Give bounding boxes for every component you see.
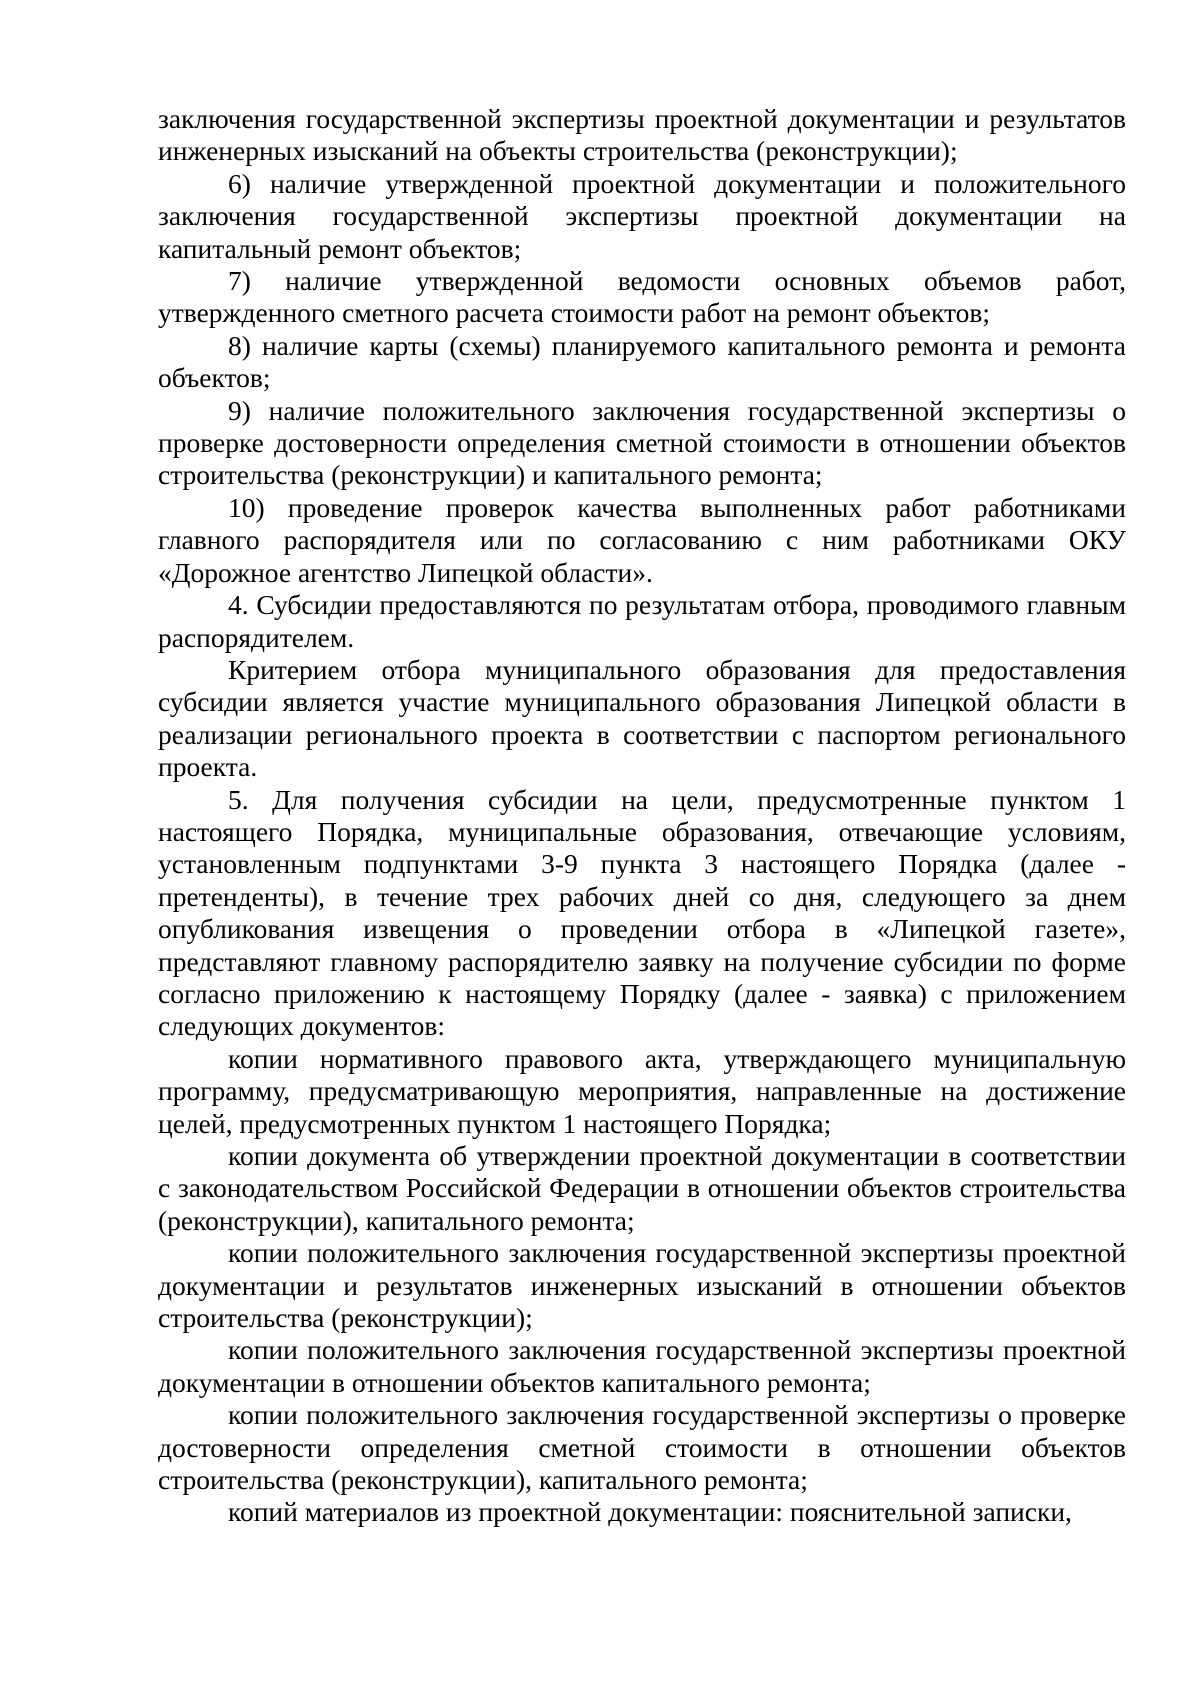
paragraph-document-6: копий материалов из проектной документации: пояснительной записки,	[228, 1496, 1072, 1528]
paragraph-item-10: 10) проведение проверок качества выполненных работ работниками главного распорядителя или по согласованию с ним работниками ОКУ «Дорожное агентство Липецкой области».	[158, 491, 1126, 588]
paragraph-item-9: 9) наличие положительного заключения государственной экспертизы о проверке достоверности определения сметной стоимости в отношении объектов строительства (реконструкции) и капитального ремонта;	[158, 394, 1126, 491]
paragraph-document-3: копии положительного заключения государственной экспертизы проектной документации и результатов инженерных изысканий в отношении объектов строительства (реконструкции);	[158, 1237, 1126, 1334]
paragraph-selection-criterion: Критерием отбора муниципального образования для предоставления субсидии является участие муниципального образования Липецкой области в реализации регионального проекта в соответствии с паспортом регионального проекта.	[158, 653, 1126, 783]
paragraph-document-1: копии нормативного правового акта, утверждающего муниципальную программу, предусматривающую мероприятия, направленные на достижение целей, предусмотренных пунктом 1 настоящего Порядка;	[158, 1042, 1126, 1139]
paragraph-item-7: 7) наличие утвержденной ведомости основных объемов работ, утвержденного сметного расчета стоимости работ на ремонт объектов;	[158, 265, 1126, 329]
paragraph-document-5: копии положительного заключения государственной экспертизы о проверке достоверности определения сметной стоимости в отношении объектов строительства (реконструкции), капитального ремонта;	[158, 1399, 1126, 1496]
paragraph-section-4: 4. Субсидии предоставляются по результатам отбора, проводимого главным распорядителем.	[158, 589, 1126, 653]
document-body	[158, 103, 1126, 1529]
paragraph-section-5: 5. Для получения субсидии на цели, предусмотренные пунктом 1 настоящего Порядка, муниципальные образования, отвечающие условиям, установленным подпунктами 3-9 пункта 3 настоящего Порядка (далее - претенденты), в течение трех рабочих дней со дня, следующего за днем опубликования извещения о проведении отбора в «Липецкой газете», представляют главному распорядителю заявку на получение субсидии по форме согласно приложению к настоящему Порядку (далее - заявка) с приложением следующих документов:	[158, 783, 1126, 1042]
paragraph-document-4: копии положительного заключения государственной экспертизы проектной документации в отношении объектов капитального ремонта;	[158, 1334, 1126, 1398]
paragraph-document-2: копии документа об утверждении проектной документации в соответствии с законодательством Российской Федерации в отношении объектов строительства (реконструкции), капитального ремонта;	[158, 1140, 1126, 1236]
paragraph-item-6: 6) наличие утвержденной проектной документации и положительного заключения государственной экспертизы проектной документации на капитальный ремонт объектов;	[158, 167, 1126, 264]
paragraph-continuation: заключения государственной экспертизы проектной документации и результатов инженерных изысканий на объекты строительства (реконструкции);	[158, 103, 1126, 167]
paragraph-item-8: 8) наличие карты (схемы) планируемого капитального ремонта и ремонта объектов;	[158, 329, 1126, 394]
